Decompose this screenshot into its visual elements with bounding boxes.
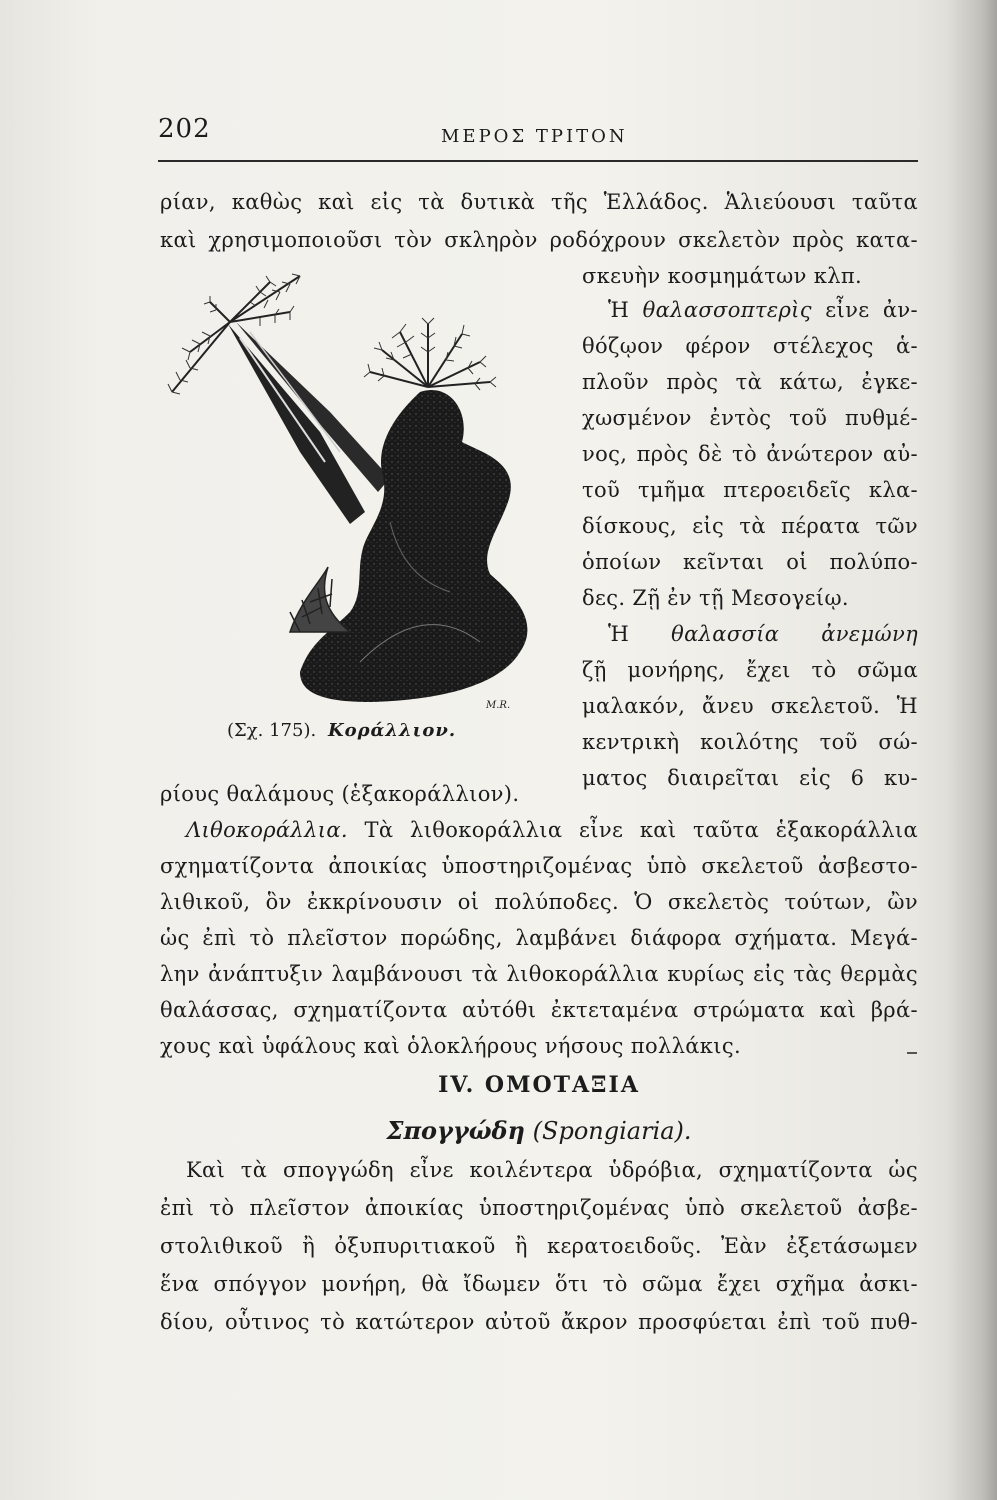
page-number: 202 [158, 114, 211, 144]
paragraph-first-line [160, 816, 918, 844]
text-line: θόζῳον φέρον στέλεχος ἁ- [582, 334, 918, 358]
text-line: σκευὴν κοσμημάτων κλπ. [582, 264, 863, 288]
text-line: πλοῦν πρὸς τὰ κάτω, ἐγκε- [582, 370, 918, 394]
text-line: ματος διαιρεῖται εἰς 6 κυ- [582, 766, 918, 790]
figure-title: Κοράλλιον. [327, 720, 457, 741]
running-head: ΜΕΡΟΣ ΤΡΙΤΟΝ [441, 126, 628, 147]
paragraph-first-rest: Τὰ λιθοκοράλλια εἶνε καὶ ταῦτα ἑξακοράλλια [347, 818, 918, 842]
text-line: χους καὶ ὑφάλους καὶ ὁλοκλήρους νήσους πολλάκις. [160, 1034, 741, 1058]
text-line: Καὶ τὰ σπογγώδη εἶνε κοιλέντερα ὑδρόβια, σχηματίζοντα ὡς [186, 1158, 918, 1182]
subtitle-greek: Σπογγώδη [386, 1116, 526, 1145]
text-line: σχηματίζοντα ἀποικίας ὑποστηριζομένας ὑπὸ σκελετοῦ ἀσβεστο- [160, 854, 918, 878]
text-line: ἐπὶ τὸ πλεῖστον ἀποικίας ὑποστηριζομένας ὑπὸ σκελετοῦ ἀσβε- [160, 1196, 918, 1220]
figure-signature: M.R. [486, 700, 511, 711]
text-line: ρίους θαλάμους (ἑξακοράλλιον). [160, 782, 520, 806]
page-edge-shadow [947, 0, 997, 1500]
text-line: ὁποίων κεῖνται οἱ πολύπο- [582, 550, 918, 574]
term-thalassopteris: θαλασσοπτερὶς [642, 298, 812, 322]
text-line: λην ἀνάπτυξιν λαμβάνουσι τὰ λιθοκοράλλια κυρίως εἰς τὰς θερμὰς [160, 962, 918, 986]
text-line: δίου, οὗτινος τὸ κατώτερον αὐτοῦ ἄκρον προσφύεται ἐπὶ τοῦ πυθ- [160, 1310, 918, 1334]
text-line: νος, πρὸς δὲ τὸ ἀνώτερον αὐ- [582, 442, 918, 466]
text-line: κεντρικὴ κοιλότης τοῦ σώ- [582, 730, 918, 754]
section-subtitle [160, 1116, 918, 1145]
text-line: καὶ χρησιμοποιοῦσι τὸν σκληρὸν ροδόχρουν σκελετὸν πρὸς κατα- [160, 228, 918, 252]
header-rule [158, 160, 918, 162]
text-line: δίσκους, εἰς τὰ πέρατα τῶν [582, 514, 918, 538]
text-line: θαλάσσας, σχηματίζοντα αὐτόθι ἐκτεταμένα στρώματα καὶ βρά- [160, 998, 918, 1022]
text-line: ρίαν, καθὼς καὶ εἰς τὰ δυτικὰ τῆς Ἑλλάδος. Ἁλιεύουσι ταῦτα [160, 190, 918, 214]
section-heading: IV. ΟΜΟΤΑΞΙΑ [438, 1072, 640, 1098]
text-line: δες. Ζῇ ἐν τῇ Μεσογείῳ. [582, 586, 849, 610]
text-line: ἕνα σπόγγον μονήρη, θὰ ἴδωμεν ὅτι τὸ σῶμα ἔχει σχῆμα ἀσκι- [160, 1272, 918, 1296]
text-line: τοῦ τμῆμα πτεροειδεῖς κλα- [582, 478, 918, 502]
text-line: χωσμένον ἐντὸς τοῦ πυθμέ- [582, 406, 918, 430]
page-header [158, 112, 918, 152]
figure-caption [227, 720, 456, 741]
term-anemone: θαλασσία ἀνεμώνη [671, 622, 919, 646]
text-line: ὡς ἐπὶ τὸ πλεῖστον πορώδης, λαμβάνει διάφορα σχήματα. Μεγά- [160, 926, 918, 950]
subtitle-latin: (Spongiaria). [532, 1117, 692, 1145]
text-line: μαλακόν, ἄνευ σκελετοῦ. Ἡ [582, 694, 918, 718]
margin-dash [907, 1052, 917, 1054]
text-line: ζῇ μονήρης, ἔχει τὸ σῶμα [582, 658, 918, 682]
text-line: στολιθικοῦ ἢ ὀξυπυριτιακοῦ ἢ κερατοειδοῦς. Ἐὰν ἐξετάσωμεν [160, 1234, 918, 1258]
text-line: λιθικοῦ, ὃν ἐκκρίνουσιν οἱ πολύποδες. Ὁ σκελετὸς τούτων, ὢν [160, 890, 918, 914]
figure-label: (Σχ. 175). [227, 720, 317, 741]
coral-illustration [150, 262, 570, 712]
paragraph-lead-term: Λιθοκοράλλια. [186, 818, 348, 842]
text-line-thalassopteris: Ἡ θαλασσοπτερὶς εἶνε ἀν- [608, 298, 918, 322]
text-line-anemone: Ἡ θαλασσία ἀνεμώνη [608, 622, 919, 646]
